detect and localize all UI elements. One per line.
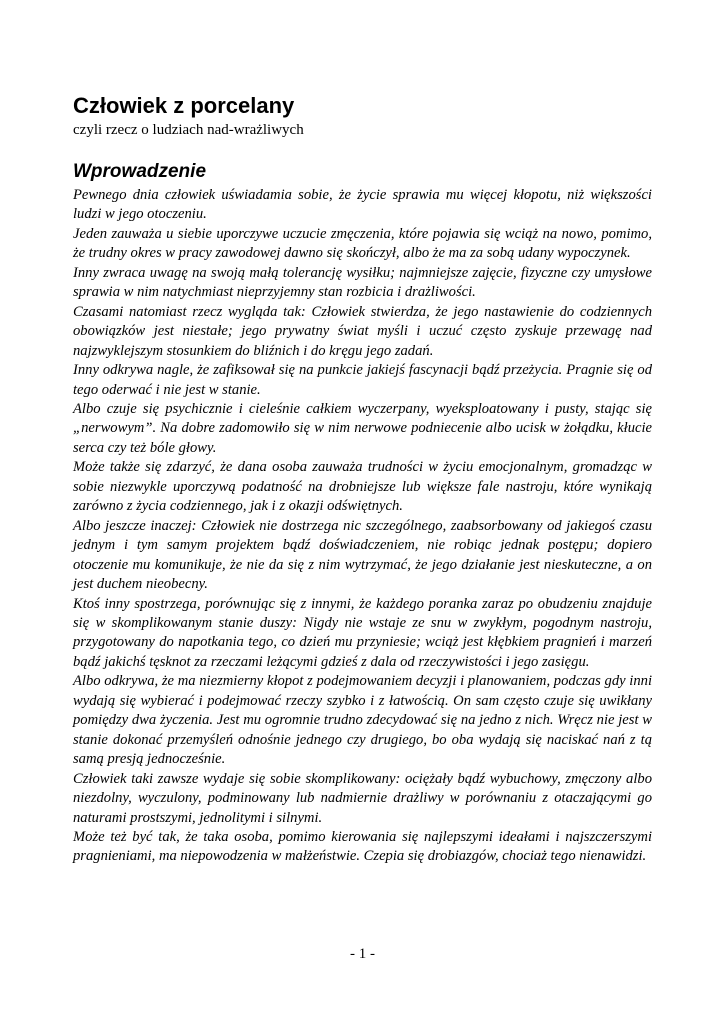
page-number: - 1 - xyxy=(350,946,375,962)
document-title: Człowiek z porcelany xyxy=(73,93,295,118)
body-text xyxy=(73,186,652,867)
paragraph: Człowiek taki zawsze wydaje się sobie skomplikowany: ociężały bądź wybuchowy, zmęczony albo niezdolny, wyczulony, podminowany lub nadmiernie drażliwy w porównaniu z otaczającymi go naturami prostszymi, jednolitymi i silnymi. xyxy=(73,770,652,826)
section-heading: Wprowadzenie xyxy=(73,161,207,182)
paragraph: Inny zwraca uwagę na swoją małą tolerancję wysiłku; najmniejsze zajęcie, fizyczne czy umysłowe sprawia w nim natychmiast nieprzyjemny stan rozbicia i drażliwości. xyxy=(73,264,652,301)
paragraph: Inny odkrywa nagle, że zafiksował się na punkcie jakiejś fascynacji bądź przeżycia. Pragnie się od tego oderwać i nie jest w stanie. xyxy=(73,362,652,398)
paragraph: Pewnego dnia człowiek uświadamia sobie, że życie sprawia mu więcej kłopotu, niż większości ludzi w jego otoczeniu. xyxy=(73,187,652,223)
paragraph: Albo czuje się psychicznie i cieleśnie całkiem wyczerpany, wyeksploatowany i pusty, stając się „nerwowym”. Na dobre zadomowiło się w nim nerwowe podniecenie albo ucisk w żołądku, kłucie serca czy też bóle głowy. xyxy=(73,400,652,456)
document-subtitle: czyli rzecz o ludziach nad-wrażliwych xyxy=(73,122,304,138)
paragraph: Może też być tak, że taka osoba, pomimo kierowania się najlepszymi ideałami i najszczerszymi pragnieniami, ma niepowodzenia w małżeństwie. Czepia się drobiazgów, chociaż tego nienawidzi. xyxy=(73,828,652,865)
paragraph: Albo jeszcze inaczej: Człowiek nie dostrzega nic szczególnego, zaabsorbowany od jakiegoś czasu jednym i tym samym projektem bądź doświadczeniem, nie robiąc jednak postępu; dopiero otoczenie mu komunikuje, że nie da się z nim wytrzymać, że jego działanie jest nieskuteczne, a on jest duchem nieobecny. xyxy=(73,517,652,593)
paragraph: Albo odkrywa, że ma niezmierny kłopot z podejmowaniem decyzji i planowaniem, podczas gdy inni wydają się wybierać i podejmować rzeczy szybko i z łatwością. On sam często czuje się uwikłany pomiędzy dwa życzenia. Jest mu ogromnie trudno zdecydować się na jedno z nich. Wręcz nie jest w stanie dokonać przemyśleń odnośnie jednego czy drugiego, bo oba wydają się naciskać nań z tą samą presją jednocześnie. xyxy=(73,673,652,768)
paragraph: Ktoś inny spostrzega, porównując się z innymi, że każdego poranka zaraz po obudzeniu znajduje się w skomplikowanym stanie duszy: Nigdy nie wstaje ze snu w zwykłym, pogodnym nastroju, przygotowany do napotkania tego, co dzień mu przyniesie; wciąż jest kłębkiem pragnień i marzeń bądź jakichś tęsknot za rzeczami leżącymi gdzieś z dala od rzeczywistości i jego zasięgu. xyxy=(73,595,652,670)
document-page xyxy=(73,92,652,867)
paragraph: Jeden zauważa u siebie uporczywe uczucie zmęczenia, które pojawia się wciąż na nowo, pomimo, że trudny okres w pracy zawodowej dawno się skończył, albo że ma za sobą udany wypoczynek. xyxy=(73,225,652,262)
paragraph: Może także się zdarzyć, że dana osoba zauważa trudności w życiu emocjonalnym, gromadząc w sobie niezwykle uporczywą podatność na drobniejsze lub większe fale nastroju, które wynikają zarówno z życia codziennego, jak i z okazji odświętnych. xyxy=(73,459,652,515)
paragraph: Czasami natomiast rzecz wygląda tak: Człowiek stwierdza, że jego nastawienie do codziennych obowiązków jest niestałe; jego prywatny świat myśli i uczuć często zyskuje przewagę nad najzwyklejszym stosunkiem do bliźnich i do kręgu jego zadań. xyxy=(73,303,652,359)
